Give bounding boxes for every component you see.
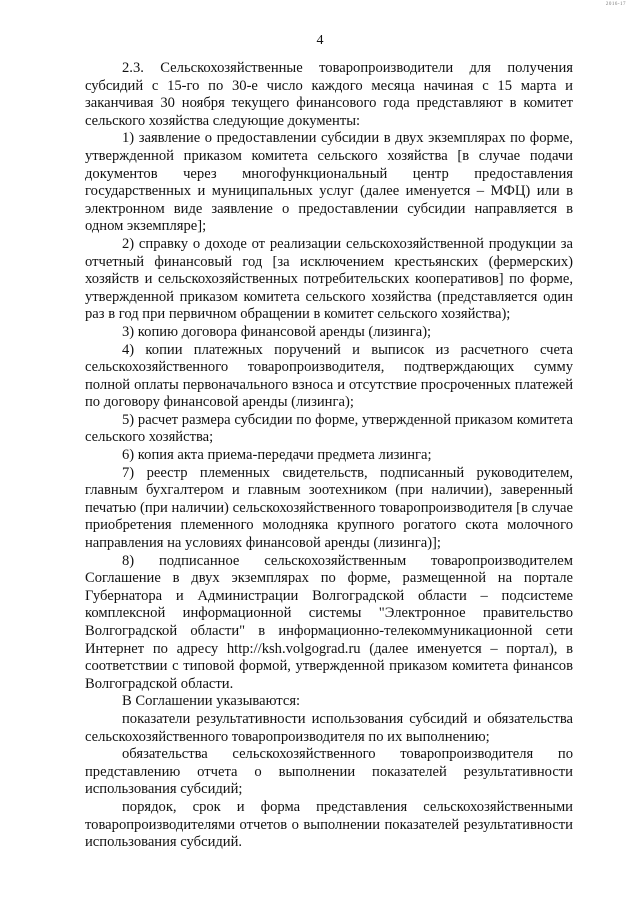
list-item-1: 1) заявление о предоставлении субсидии в двух экземплярах по форме, утвержденной приказом комитета сельского хозяйства [в случае подачи документов через многофункциональный центр предоставления государственных и муниципальных услуг (далее именуется – МФЦ) или в электронном виде заявление о предоставлении субсидии направляется в одном экземпляре]; (85, 130, 573, 235)
list-item-7: 7) реестр племенных свидетельств, подписанный руководителем, главным бухгалтером и главным зоотехником (при наличии), заверенный печатью (при наличии) сельскохозяйственного товаропроизводителя [в случае приобретения племенного молодняка крупного рогатого скота молочного направления на условиях финансовой аренды (лизинга)]; (85, 464, 573, 552)
agreement-item-procedure: порядок, срок и форма представления сельскохозяйственными товаропроизводителями отчетов о выполнении показателей результативности использования субсидий. (85, 798, 573, 851)
agreement-intro: В Соглашении указываются: (122, 693, 301, 710)
list-item-5: 5) расчет размера субсидии по форме, утвержденной приказом комитета сельского хозяйства; (85, 411, 573, 446)
agreement-item-reporting: обязательства сельскохозяйственного товаропроизводителя по представлению отчета о выполнении показателей результативности использования субсидий; (85, 746, 573, 798)
list-item-8: 8) подписанное сельскохозяйственным товаропроизводителем Соглашение в двух экземплярах по форме, размещенной на портале Губернатора и Администрации Волгоградской области – подсистеме комплексной информационной системы "Электронное правительство Волгоградской области" в информационно-телекоммуникационной сети Интернет по адресу http://ksh.volgograd.ru (далее именуется – портал), в соответствии с типовой формой, утвержденной приказом комитета финансов Волгоградской области. (85, 552, 573, 692)
list-item-3: 3) копию договора финансовой аренды (лизинга); (122, 323, 432, 340)
corner-mark: 2016-17 (605, 2, 626, 7)
page-number: 4 (316, 33, 324, 48)
paragraph-2-3: 2.3. Сельскохозяйственные товаропроизводители для получения субсидий с 15-го по 30-е число каждого месяца начиная с 15 марта и заканчивая 30 ноября текущего финансового года представляют в комитет сельского хозяйства следующие документы: (85, 60, 573, 129)
document-body (85, 60, 573, 852)
list-item-6: 6) копия акта приема-передачи предмета лизинга; (122, 447, 432, 464)
agreement-item-indicators: показатели результативности использования субсидий и обязательства сельскохозяйственного товаропроизводителя по их выполнению; (85, 710, 573, 745)
list-item-2: 2) справку о доходе от реализации сельскохозяйственной продукции за отчетный финансовый год [за исключением крестьянских (фермерских) хозяйств и сельскохозяйственных потребительских кооперативов] по форме, утвержденной приказом комитета сельского хозяйства (представляется один раз в год при первичном обращении в комитет сельского хозяйства); (85, 235, 573, 323)
list-item-4: 4) копии платежных поручений и выписок из расчетного счета сельскохозяйственного товаропроизводителя, подтверждающих сумму полной оплаты первоначального взноса и отсутствие просроченных платежей по договору финансовой аренды (лизинга); (85, 341, 573, 411)
